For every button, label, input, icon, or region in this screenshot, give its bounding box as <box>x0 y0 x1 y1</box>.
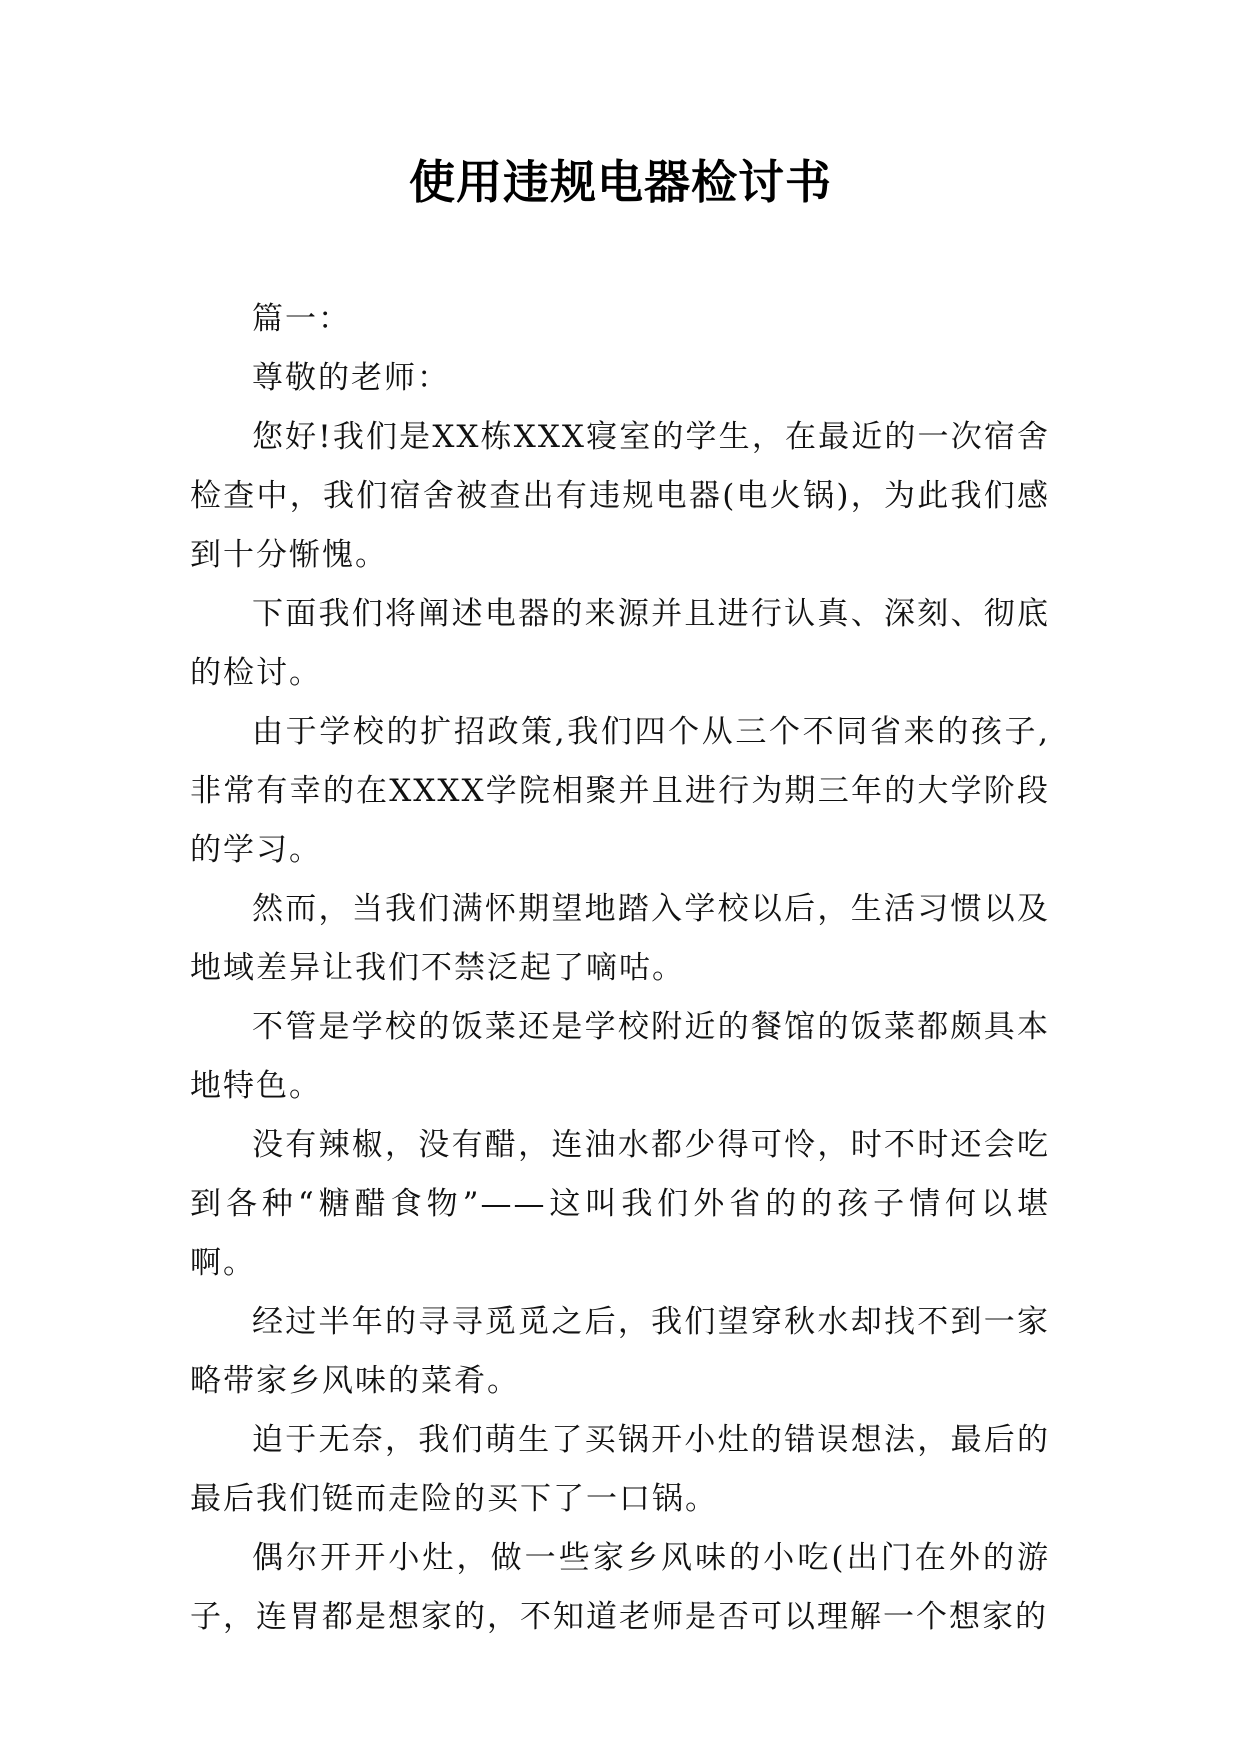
paragraph: 迫于无奈，我们萌生了买锅开小灶的错误想法，最后的最后我们铤而走险的买下了一口锅。 <box>190 1422 1050 1517</box>
paragraph: 由于学校的扩招政策,我们四个从三个不同省来的孩子,非常有幸的在XXXX学院相聚并且进行为期三年的大学阶段的学习。 <box>190 714 1050 868</box>
paragraph: 下面我们将阐述电器的来源并且进行认真、深刻、彻底的检讨。 <box>190 596 1050 691</box>
document-title: 使用违规电器检讨书 <box>409 155 832 209</box>
paragraph: 经过半年的寻寻觅觅之后，我们望穿秋水却找不到一家略带家乡风味的菜肴。 <box>190 1304 1050 1399</box>
paragraph-section-label: 篇一： <box>252 301 351 337</box>
paragraph: 没有辣椒，没有醋，连油水都少得可怜，时不时还会吃到各种“糖醋食物”——这叫我们外省的的孩子情何以堪啊。 <box>190 1127 1050 1281</box>
paragraph-salutation: 尊敬的老师： <box>252 360 450 396</box>
document-body <box>190 290 1050 1647</box>
paragraph: 然而，当我们满怀期望地踏入学校以后，生活习惯以及地域差异让我们不禁泛起了嘀咕。 <box>190 891 1050 986</box>
paragraph: 不管是学校的饭菜还是学校附近的餐馆的饭菜都颇具本地特色。 <box>190 1009 1050 1104</box>
paragraph: 偶尔开开小灶，做一些家乡风味的小吃(出门在外的游子，连胃都是想家的，不知道老师是否可以理解一个想家的 <box>190 1540 1050 1635</box>
paragraph: 您好!我们是XX栋XXX寝室的学生，在最近的一次宿舍检查中，我们宿舍被查出有违规电器(电火锅)，为此我们感到十分惭愧。 <box>190 419 1050 573</box>
